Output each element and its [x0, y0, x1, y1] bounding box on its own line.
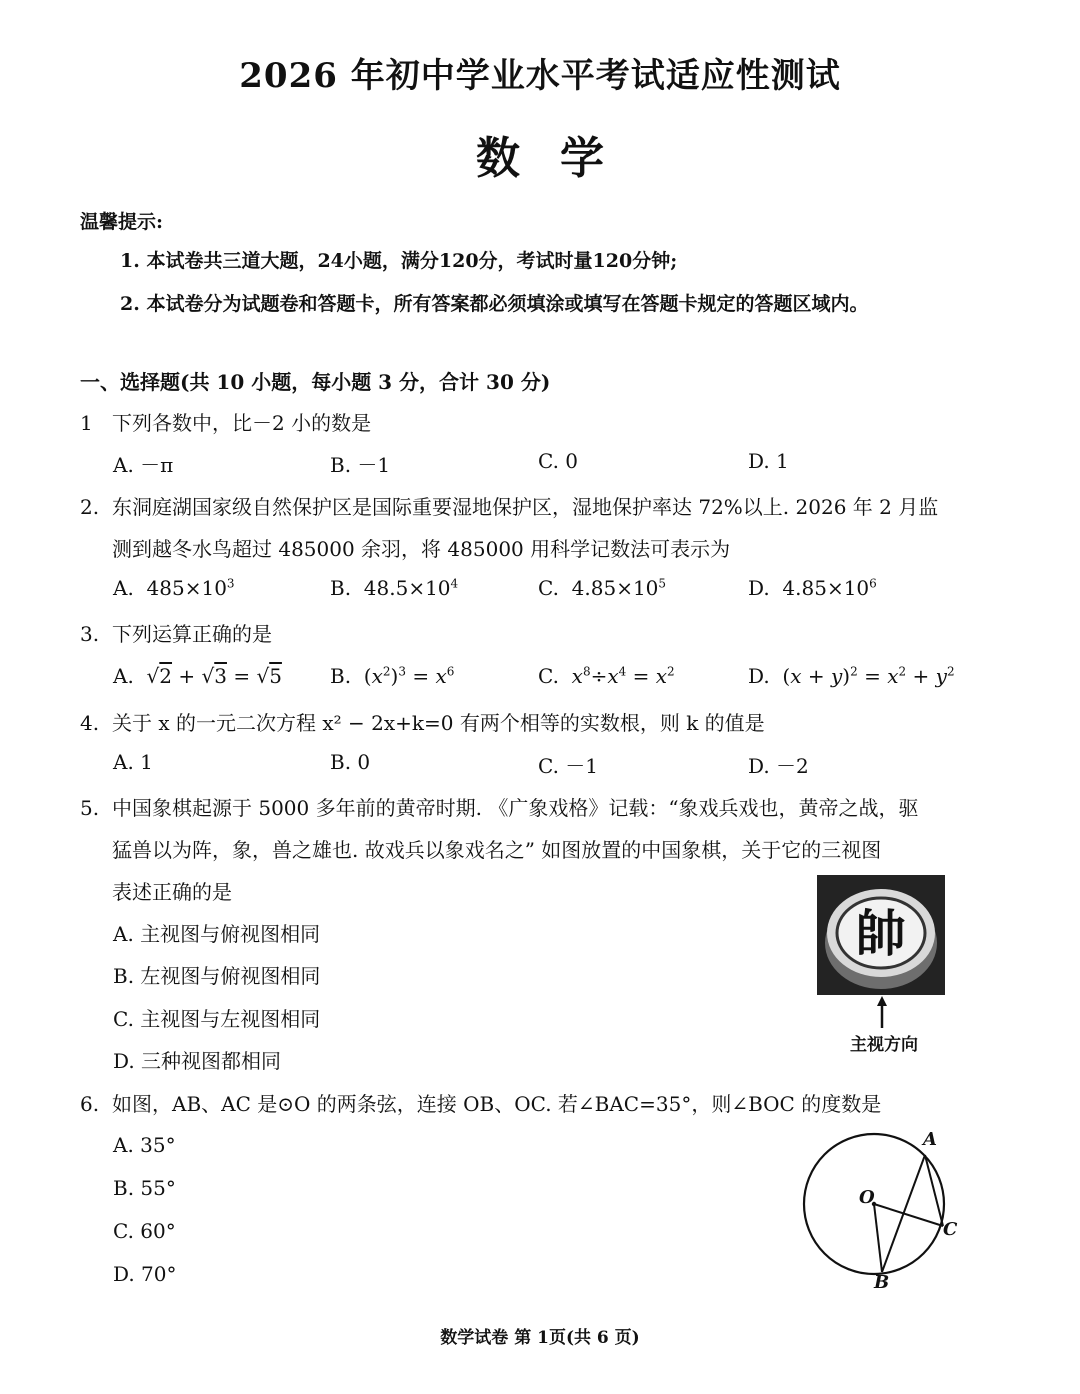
- question-number: 4.: [80, 711, 100, 735]
- chess-character: 帥: [856, 905, 906, 963]
- tip-item-1: 1. 本试卷共三道大题，24小题，满分120分，考试时量120分钟;: [120, 250, 678, 272]
- q3-option-d: D. $(x + y)^2 = x^2 + y^2$: [748, 664, 955, 688]
- question-1: [80, 407, 371, 436]
- chess-piece-drawing: [817, 875, 945, 995]
- q1-option-d: D. 1: [748, 449, 789, 473]
- question-text: 下列各数中，比－2 小的数是: [112, 411, 372, 435]
- segment-ob: [874, 1204, 882, 1272]
- q1-option-c: C. 0: [538, 449, 579, 473]
- question-3: [80, 618, 272, 647]
- q2-option-a: A. $485\times 10^3$: [113, 576, 235, 600]
- question-number: 5.: [80, 796, 100, 820]
- label-a: A: [923, 1129, 937, 1150]
- q2-option-b: B. $48.5\times 10^4$: [330, 576, 459, 600]
- question-text: 如图，AB、AC 是⊙O 的两条弦，连接 OB、OC. 若∠BAC=35°，则∠BOC 的度数是: [112, 1092, 882, 1116]
- q4-option-d: D. －2: [748, 754, 809, 778]
- q5-option-b: B. 左视图与俯视图相同: [113, 964, 321, 988]
- circle-geometry-figure: [795, 1125, 975, 1290]
- question-text: 关于 x 的一元二次方程 x² − 2x+k=0 有两个相等的实数根，则 k 的值是: [112, 711, 765, 735]
- question-4: [80, 707, 765, 736]
- q6-option-c: C. 60°: [113, 1219, 176, 1243]
- q4-option-a: A. 1: [113, 750, 153, 774]
- tips-heading: 温馨提示:: [80, 211, 164, 233]
- tip-item-2: 2. 本试卷分为试题卷和答题卡，所有答案都必须填涂或填写在答题卡规定的答题区域内。: [120, 293, 869, 315]
- q4-option-c: C. －1: [538, 754, 599, 778]
- q3-option-b: B. $(x^2)^3 = x^6$: [330, 664, 455, 688]
- q2-option-c: C. $4.85\times 10^5$: [538, 576, 667, 600]
- question-text: 下列运算正确的是: [112, 622, 272, 646]
- chess-piece-image: [817, 875, 945, 995]
- q1-option-b: B. －1: [330, 453, 391, 477]
- question-5-line3: 表述正确的是: [112, 880, 232, 904]
- q6-option-b: B. 55°: [113, 1176, 176, 1200]
- q2-option-d: D. $4.85\times 10^6$: [748, 576, 877, 600]
- view-direction-caption: 主视方向: [850, 1035, 918, 1055]
- q3-option-c: C. $x^8\div x^4 = x^2$: [538, 664, 675, 688]
- chord-ac: [925, 1155, 943, 1226]
- q4-option-b: B. 0: [330, 750, 371, 774]
- question-5: [80, 792, 919, 821]
- label-c: C: [943, 1219, 958, 1240]
- question-2-line2: 测到越冬水鸟超过 485000 余羽，将 485000 用科学记数法可表示为: [112, 537, 731, 561]
- segment-oc: [874, 1204, 943, 1226]
- question-number: 3.: [80, 622, 100, 646]
- question-6: [80, 1088, 881, 1117]
- question-text-line1: 中国象棋起源于 5000 多年前的黄帝时期. 《广象戏格》记载：“象戏兵戏也，黄帝之战，驱: [112, 796, 919, 820]
- q5-option-d: D. 三种视图都相同: [113, 1049, 282, 1073]
- question-2: [80, 491, 938, 520]
- q5-option-c: C. 主视图与左视图相同: [113, 1007, 321, 1031]
- question-number: 2.: [80, 495, 100, 519]
- question-5-line2: 猛兽以为阵，象，兽之雄也. 故戏兵以象戏名之” 如图放置的中国象棋，关于它的三视图: [112, 838, 882, 862]
- q6-option-d: D. 70°: [113, 1262, 177, 1286]
- arrow-up-icon: [874, 996, 890, 1030]
- label-b: B: [874, 1272, 890, 1290]
- section-title: 一、选择题(共 10 小题，每小题 3 分，合计 30 分): [80, 370, 551, 394]
- q1-option-a: A. －π: [113, 453, 174, 477]
- question-number: 6.: [80, 1092, 100, 1116]
- q6-option-a: A. 35°: [113, 1133, 176, 1157]
- label-o: O: [859, 1187, 875, 1208]
- question-text-line1: 东洞庭湖国家级自然保护区是国际重要湿地保护区，湿地保护率达 72%以上. 2026 年 2 月监: [112, 495, 939, 519]
- exam-title: 2026 年初中学业水平考试适应性测试: [239, 56, 841, 96]
- question-number: 1: [80, 411, 93, 435]
- q3-option-a: A. √2 + √3 = √5: [113, 664, 282, 688]
- q5-option-a: A. 主视图与俯视图相同: [113, 922, 321, 946]
- page-footer: 数学试卷 第 1页(共 6 页): [440, 1328, 640, 1348]
- subject-title: 数学: [476, 133, 644, 184]
